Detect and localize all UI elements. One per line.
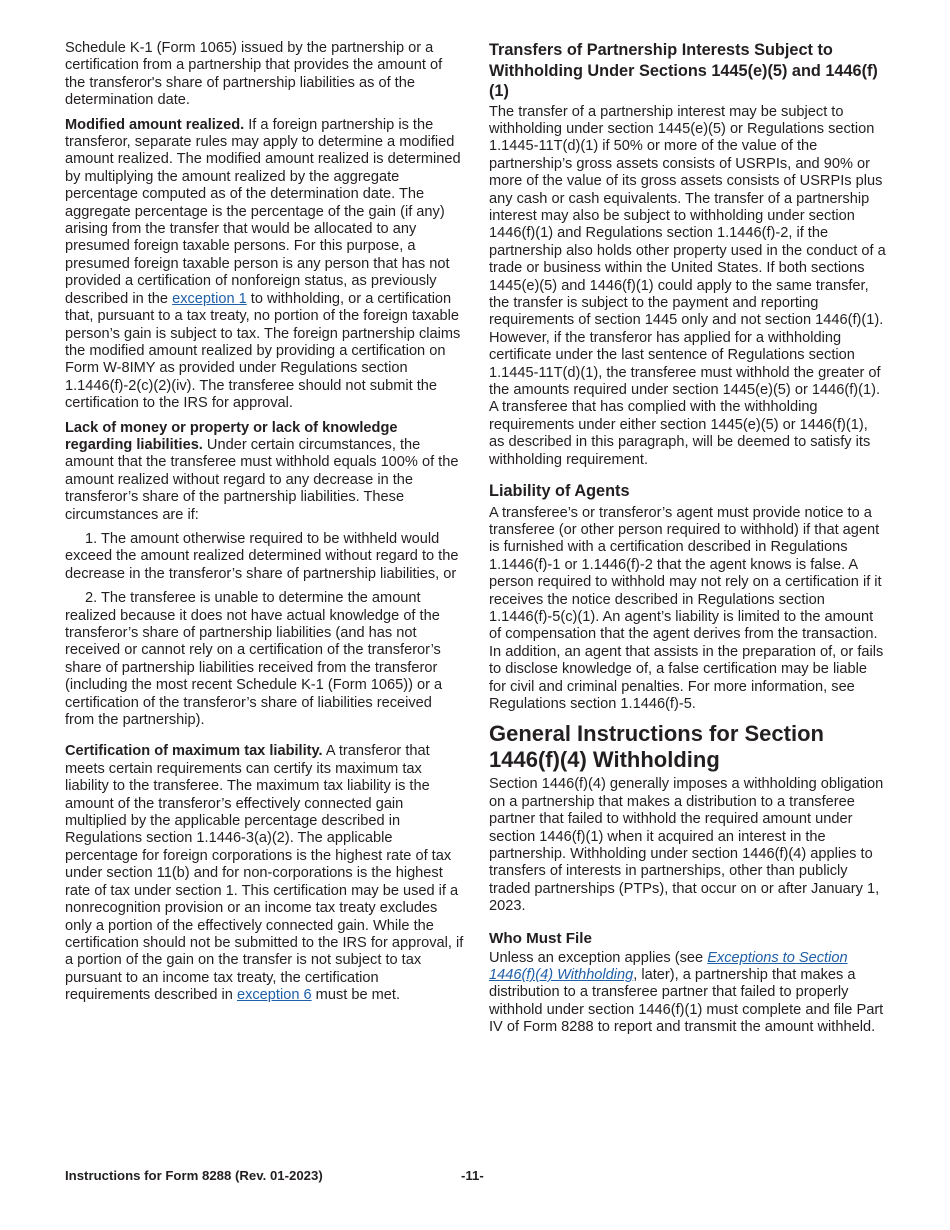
modified-amount-lead: Modified amount realized. [65,116,245,133]
who-must-file-heading: Who Must File [489,929,592,947]
max-tax-liability-text: A transferor that meets certain requirements can certify its maximum tax liability to the transferee. The maximum tax liability is the amount of the transferor’s effectively connected gain multiplied by the applicable percentage described in Regulations section 1.1446-3(a)(2). The applicable percentage for foreign corporations is the highest rate of tax under section 11(b) and for non-corporations is the highest rate of tax under section 1. This certification may be used if a nonrecognition provision or an income tax treaty excludes only a portion of the effectively connected gain. While the certification should not be submitted to the IRS for approval, if a portion of the gain on the transfer is not subject to tax pursuant to an income tax treaty, the certification requirements described in [65,743,464,1004]
max-tax-liability-paragraph [65,743,465,1004]
left-column [65,40,465,1012]
intro-paragraph: Schedule K-1 (Form 1065) issued by the partnership or a certification from a partnership that provides the amount of the transferor's share of partnership liabilities as of the determination date. [65,40,443,109]
footer-form-title: Instructions for Form 8288 (Rev. 01-2023) [65,1168,323,1183]
who-must-file-text-2: , later), a partnership that makes a distribution to a transferee partner that failed to properly withhold under section 1446(f)(1) must complete and file Part IV of Form 8288 to report and transmit the amount withheld. [489,967,884,1036]
liability-of-agents-heading: Liability of Agents [489,482,630,501]
list-item: 2. The transferee is unable to determine the amount realized because it does not have actual knowledge of the transferor’s share of partnership liabilities (and has not received or cannot rely on a certification of the transferor’s share of partnership liabilities received from the transferor (including the most recent Schedule K-1 (Form 1065)) or a certification of the transferor’s share of liabilities received from the partnership). [65,590,443,729]
max-tax-liability-text-2: must be met. [311,987,401,1004]
lack-of-money-paragraph [65,420,465,524]
transfers-paragraph: The transfer of a partnership interest may be subject to withholding under section 1445(e)(5) or Regulations section 1.1445-11T(d)(1) if 50% or more of the value of the partnership’s gross assets consists of USRPIs, and 90% or more of the value of its gross assets consists of USRPIs plus any cash or cash equivalents. The transfer of a partnership interest may also be subject to withholding under section 1446(f)(1) and Regulations section 1.1446(f)-2, if the partnership also holds other property used in the conduct of a trade or business within the United States. If both sections 1445(e)(5) and 1446(f)(1) could apply to the same transfer, the transfer is subject to the payment and reporting requirements of section 1445 only and not section 1446(f)(1). However, if the transferor has applied for a withholding certificate under the last sentence of Regulations section 1.1445-11T(d)(1), the transferee must withhold the greater of the amounts required under section 1445(e)(5) or 1446(f)(1). A transferee that has complied with the withholding requirements under either section 1445(e)(5) or 1446(f)(1), as described in this paragraph, will be deemed to satisfy its withholding requirement. [489,103,886,468]
modified-amount-text: If a foreign partnership is the transferor, separate rules may apply to determine a modified amount realized. The modified amount realized is determined by multiplying the amount realized by the aggregate percentage computed as of the determination date. The aggregate percentage is the percentage of the gain (if any) arising from the transfer that would be allocated to any presumed foreign taxable persons. For this purpose, a presumed foreign taxable person is any person that has not provided a certification of nonforeign status, as previously described in the [65,116,461,307]
exception-1-link[interactable]: exception 1 [172,290,247,307]
general-instructions-heading: General Instructions for Section 1446(f)(4) Withholding [489,721,824,773]
liability-of-agents-paragraph: A transferee’s or transferor’s agent must provide notice to a transferee (or other person required to withhold) if that agent is furnished with a certification described in Regulations 1.1446(f)-1 or 1.1446(f)-2 that the agent knows is false. A person required to withhold may not rely on a certification if it receives the notice described in Regulations section 1.1446(f)-5(c)(1). An agent’s liability is limited to the amount of compensation that the agent derives from the transaction. In addition, an agent that assists in the preparation of, or fails to disclose knowledge of, a false certification may be liable for civil and criminal penalties. For more information, see Regulations section 1.1446(f)-5. [489,504,884,712]
transfers-heading: Transfers of Partnership Interests Subject to Withholding Under Sections 1445(e)(5) and 1446(f)(1) [489,41,878,100]
right-column [489,40,887,1044]
modified-amount-paragraph [65,117,465,413]
modified-amount-text-2: to withholding, or a certification that, pursuant to a tax treaty, no portion of the foreign taxable person’s gain is subject to tax. The foreign partnership claims the modified amount realized by providing a certification on Form W-8IMY as provided under Regulations section 1.1446(f)-2(c)(2)(iv). The transferee should not submit the certification to the IRS for approval. [65,290,461,412]
general-instructions-paragraph: Section 1446(f)(4) generally imposes a withholding obligation on a partnership that makes a distribution to a transferee partner that failed to withhold the required amount under section 1446(f)(1) when it acquired an interest in the partnership. Withholding under section 1446(f)(4) applies to transfers of interests in partnerships, other than publicly traded partnerships (PTPs), that occur on or after January 1, 2023. [489,776,884,915]
page-number: -11- [461,1168,484,1183]
who-must-file-text: Unless an exception applies (see [489,949,708,966]
list-item: 1. The amount otherwise required to be withheld would exceed the amount realized determined without regard to the decrease in the transferor’s share of partnership liabilities, or [65,530,459,582]
exceptions-1446f4-link[interactable]: Exceptions to Section 1446(f)(4) Withholding [489,949,848,984]
who-must-file-paragraph [489,950,887,1037]
page-footer [65,1168,885,1183]
exception-6-link[interactable]: exception 6 [236,987,312,1004]
lack-of-money-text: Under certain circumstances, the amount that the transferee must withhold equals 100% of the amount realized without regard to any decrease in the transferor’s share of the partnership liabilities. These circumstances are if: [65,436,459,523]
max-tax-liability-lead: Certification of maximum tax liability. [65,743,323,760]
lack-of-money-lead: Lack of money or property or lack of knowledge regarding liabilities. [65,419,398,453]
